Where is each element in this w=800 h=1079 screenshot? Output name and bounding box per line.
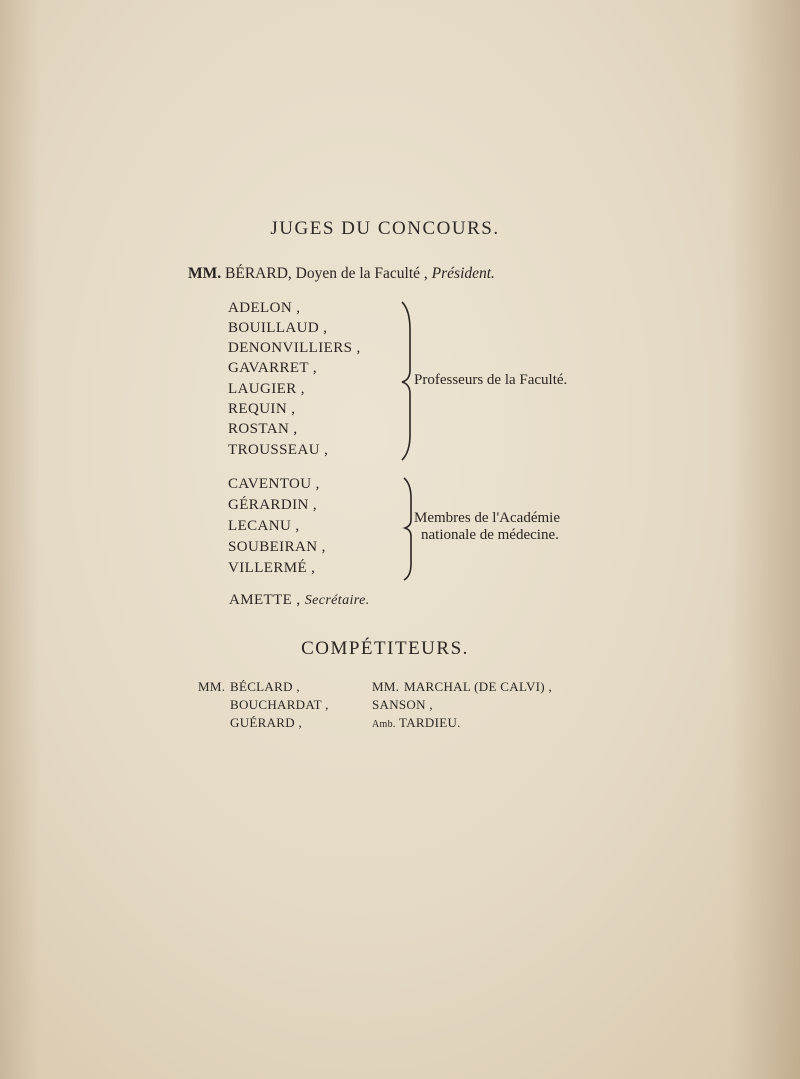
- secretary-name: AMETTE ,: [229, 592, 301, 608]
- secretary-title: Secrétaire.: [304, 593, 370, 608]
- president-role: , Doyen de la Faculté ,: [287, 265, 428, 282]
- secretary-line: [229, 592, 370, 609]
- competitor-name-line: [372, 715, 461, 731]
- competitor-name: MARCHAL (DE CALVI) ,: [404, 679, 553, 694]
- group1-label: Professeurs de la Faculté.: [414, 372, 568, 388]
- page-edge-right: [730, 0, 800, 1079]
- judge-name: REQUIN ,: [228, 401, 296, 417]
- member-name: CAVENTOU ,: [228, 476, 320, 492]
- competitors-left-prefix: MM.: [198, 679, 226, 694]
- group2-label-line2: nationale de médecine.: [421, 527, 559, 543]
- competitors-title: COMPÉTITEURS.: [301, 638, 469, 659]
- judge-name: GAVARRET ,: [228, 360, 318, 376]
- president-name: BÉRARD: [225, 265, 288, 282]
- group2-label-line1: Membres de l'Académie: [414, 510, 560, 526]
- judge-name: TROUSSEAU ,: [228, 442, 329, 458]
- competitor-name: BÉCLARD ,: [230, 679, 300, 694]
- judge-name: DENONVILLIERS ,: [228, 340, 361, 356]
- group2-brace: [400, 476, 420, 582]
- judge-name: ROSTAN ,: [228, 421, 298, 437]
- judge-name: ADELON ,: [228, 300, 301, 316]
- page-edge-left: [0, 0, 40, 1079]
- competitor-abbr: Amb.: [372, 719, 396, 730]
- competitor-name: SANSON ,: [372, 697, 433, 712]
- member-name: VILLERMÉ ,: [228, 560, 316, 576]
- president-prefix: MM.: [188, 265, 222, 282]
- competitor-name: GUÉRARD ,: [230, 715, 303, 730]
- member-name: GÉRARDIN ,: [228, 497, 317, 513]
- president-line: [188, 265, 495, 283]
- judge-name: BOUILLAUD ,: [228, 320, 328, 336]
- judge-name: LAUGIER ,: [228, 381, 305, 397]
- page-title: JUGES DU CONCOURS.: [270, 218, 500, 239]
- member-name: SOUBEIRAN ,: [228, 539, 326, 555]
- president-title: Président.: [431, 265, 495, 282]
- competitors-right-prefix: MM.: [372, 679, 400, 694]
- member-name: LECANU ,: [228, 518, 300, 534]
- competitor-name: BOUCHARDAT ,: [230, 697, 329, 712]
- competitor-name: TARDIEU.: [399, 715, 461, 730]
